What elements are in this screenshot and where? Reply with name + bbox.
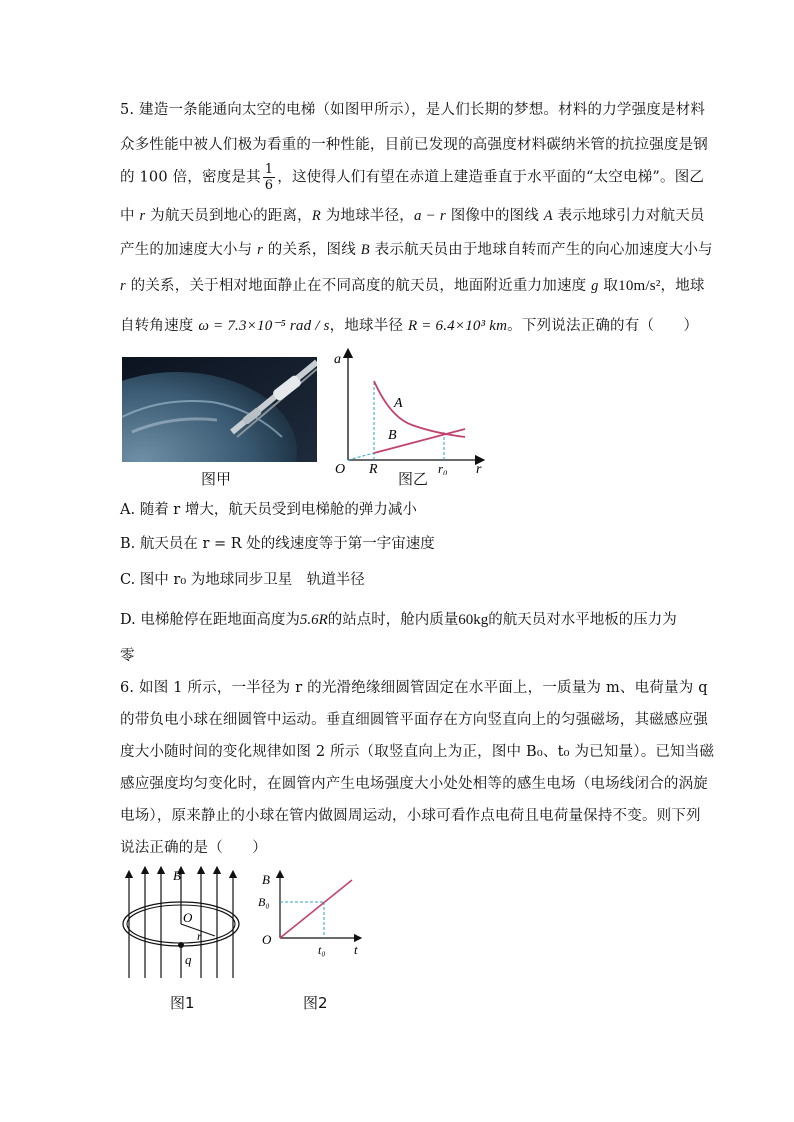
fig1-label-q: q [185, 952, 192, 967]
fig2-svg [258, 866, 368, 978]
fig2-caption: 图2 [303, 994, 328, 1012]
space-elevator-photo [122, 357, 317, 462]
q5-line-4: 中 r 为航天员到地心的距离，R 为地球半径，a − r 图像中的图线 A 表示地球引力对航天员 [120, 208, 705, 224]
fig2-tick-t0: t₀ [318, 943, 326, 957]
axis-label-r: r [476, 462, 482, 475]
fig1-svg [115, 866, 245, 986]
fig2-label-O: O [262, 932, 272, 947]
q5-line-5: 产生的加速度大小与 r 的关系，图线 B 表示航天员由于地球自转而产生的向心加速度大小与 [120, 242, 713, 258]
fig2-label-B: B [262, 872, 270, 887]
fig2-line [280, 880, 352, 938]
option-d[interactable]: D. 电梯舱停在距地面高度为5.6R的站点时，舱内质量60kg的航天员对水平地板的压力为 [120, 612, 677, 628]
origin-label: O [335, 462, 346, 475]
ar-graph [330, 345, 490, 475]
q5-line-7: 自转角速度 ω = 7.3×10⁻⁵ rad / s，地球半径 R = 6.4×10³ km。下列说法正确的有（ ） [120, 318, 699, 334]
q5-line-1: 5. 建造一条能通向太空的电梯（如图甲所示），是人们长期的梦想。材料的力学强度是材料 [120, 102, 706, 118]
fig2-tick-B0: B₀ [258, 895, 270, 909]
fig-jia-caption: 图甲 [201, 470, 232, 488]
fig1-ring-magnetic-field [115, 866, 245, 986]
ar-graph-svg [330, 345, 490, 475]
label-B: B [388, 428, 397, 443]
q6-line-1: 6. 如图 1 所示，一半径为 r 的光滑绝缘细圆管固定在水平面上，一质量为 m、电荷量为 q [120, 680, 708, 696]
fig1-label-r: r [197, 929, 202, 943]
tick-R: R [369, 462, 378, 475]
option-c[interactable]: C. 图中 r₀ 为地球同步卫星 轨道半径 [120, 572, 365, 588]
q6-line-2: 的带负电小球在细圆管中运动。垂直细圆管平面存在方向竖直向上的匀强磁场，其磁感应强 [120, 712, 708, 728]
fraction-one-sixth: $\frac{1}{6}$ [264, 162, 274, 193]
label-A: A [394, 396, 403, 411]
fig2-label-t: t [354, 942, 358, 957]
fig1-label-O: O [183, 910, 193, 925]
fig1-caption: 图1 [170, 994, 195, 1012]
q6-line-3: 度大小随时间的变化规律如图 2 所示（取竖直向上为正，图中 B₀、t₀ 为已知量）。已知当磁 [120, 744, 715, 760]
option-b[interactable]: B. 航天员在 r = R 处的线速度等于第一宇宙速度 [120, 536, 435, 552]
fig1-label-B: B [173, 868, 181, 883]
fig2-bt-graph [258, 866, 368, 978]
option-a[interactable]: A. 随着 r 增大，航天员受到电梯舱的弹力减小 [120, 502, 417, 518]
q6-line-4: 感应强度均匀变化时，在圆管内产生电场强度大小处处相等的感生电场（电场线闭合的涡旋 [120, 776, 708, 792]
fig-yi-caption: 图乙 [398, 470, 429, 488]
tick-r0: r₀ [438, 461, 448, 475]
q6-line-5: 电场），原来静止的小球在管内做圆周运动，小球可看作点电荷且电荷量保持不变。则下列 [120, 808, 701, 824]
earth-image [122, 357, 317, 462]
guide-B-extension [348, 453, 374, 460]
axis-label-a: a [334, 352, 341, 367]
option-d-cont: 零 [120, 648, 135, 664]
q5-line-6: r 的关系，关于相对地面静止在不同高度的航天员，地面附近重力加速度 g 取10m/s²，地球 [120, 278, 705, 294]
q5-line-2: 众多性能中被人们极为看重的一种性能，目前已发现的高强度材料碳纳米管的抗拉强度是钢 [120, 137, 708, 153]
q5-line-3: 的 100 倍，密度是其 $\frac{1}{6}$ ，这使得人们有望在赤道上建造垂直于水平面的“太空电梯”。图乙 [120, 162, 705, 193]
charged-ball [178, 942, 184, 948]
q6-line-6: 说法正确的是（ ） [120, 840, 267, 856]
